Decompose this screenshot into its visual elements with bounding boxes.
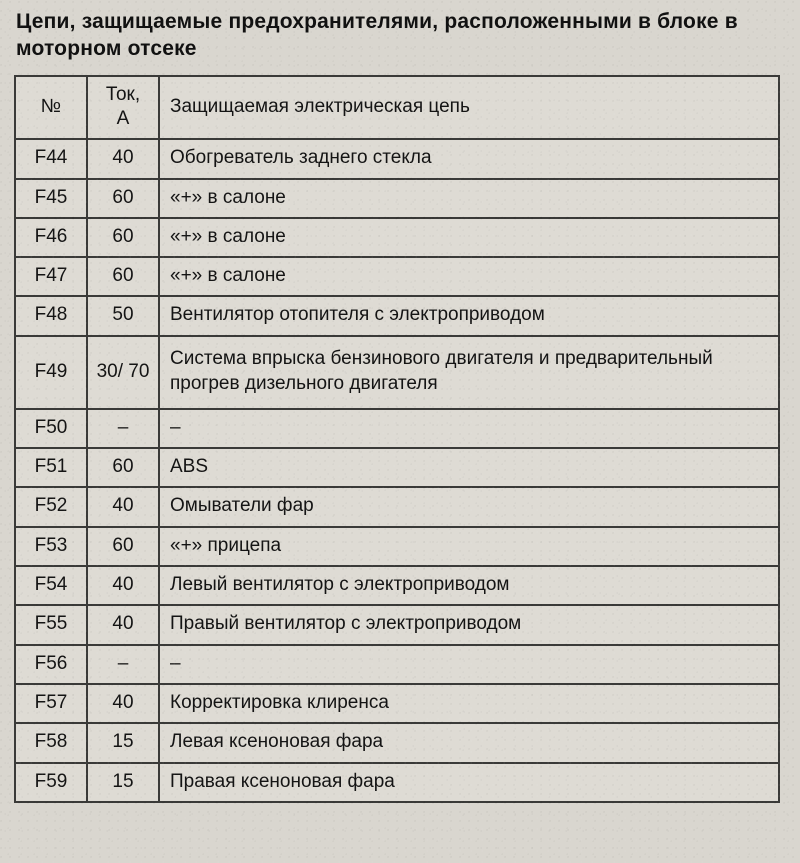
cell-current: 50: [87, 296, 159, 335]
cell-current: 40: [87, 684, 159, 723]
cell-current: 40: [87, 139, 159, 178]
table-row: [15, 723, 779, 762]
cell-circuit: Корректировка клиренса: [159, 684, 779, 723]
cell-current: 40: [87, 487, 159, 526]
cell-circuit: Обогреватель заднего стекла: [159, 139, 779, 178]
cell-circuit: «+» в салоне: [159, 257, 779, 296]
table-row: [15, 218, 779, 257]
cell-number: F52: [15, 487, 87, 526]
table-row: [15, 336, 779, 409]
cell-circuit: ABS: [159, 448, 779, 487]
cell-number: F48: [15, 296, 87, 335]
column-header-current: [87, 76, 159, 140]
cell-number: F45: [15, 179, 87, 218]
table-row: [15, 487, 779, 526]
page-title: Цепи, защищаемые предохранителями, расположенными в блоке в моторном отсеке: [16, 10, 738, 61]
cell-current: 60: [87, 527, 159, 566]
cell-number: F58: [15, 723, 87, 762]
table-row: [15, 296, 779, 335]
cell-circuit: –: [159, 409, 779, 448]
cell-circuit: Вентилятор отопителя с электроприводом: [159, 296, 779, 335]
table-row: [15, 566, 779, 605]
column-header-current-line1: Ток,: [105, 83, 141, 105]
table-body: [15, 139, 779, 802]
cell-circuit: Левый вентилятор с электроприводом: [159, 566, 779, 605]
cell-circuit: «+» в салоне: [159, 179, 779, 218]
cell-current: 60: [87, 179, 159, 218]
cell-number: F46: [15, 218, 87, 257]
cell-number: F51: [15, 448, 87, 487]
table-row: [15, 179, 779, 218]
table-row: [15, 605, 779, 644]
fuse-table: [14, 75, 780, 803]
table-row: [15, 139, 779, 178]
cell-circuit: Правый вентилятор с электроприводом: [159, 605, 779, 644]
cell-current: –: [87, 645, 159, 684]
cell-circuit: Омыватели фар: [159, 487, 779, 526]
cell-current: –: [87, 409, 159, 448]
cell-current: 60: [87, 218, 159, 257]
cell-number: F44: [15, 139, 87, 178]
cell-number: F50: [15, 409, 87, 448]
cell-current: 40: [87, 566, 159, 605]
table-row: [15, 684, 779, 723]
cell-current: 60: [87, 448, 159, 487]
cell-current: 40: [87, 605, 159, 644]
cell-current: 30/ 70: [87, 336, 159, 409]
cell-circuit: Правая ксеноновая фара: [159, 763, 779, 802]
column-header-current-line2: А: [116, 107, 130, 129]
cell-circuit: Система впрыска бензинового двигателя и предварительный прогрев дизельного двигателя: [159, 336, 779, 409]
table-header: [15, 76, 779, 140]
cell-number: F57: [15, 684, 87, 723]
table-row: [15, 409, 779, 448]
cell-number: F49: [15, 336, 87, 409]
table-row: [15, 527, 779, 566]
table-row: [15, 257, 779, 296]
table-header-row: [15, 76, 779, 140]
cell-number: F47: [15, 257, 87, 296]
cell-number: F55: [15, 605, 87, 644]
column-header-number: №: [15, 76, 87, 140]
table-row: [15, 448, 779, 487]
cell-number: F53: [15, 527, 87, 566]
cell-number: F56: [15, 645, 87, 684]
cell-circuit: Левая ксеноновая фара: [159, 723, 779, 762]
cell-number: F59: [15, 763, 87, 802]
column-header-circuit: Защищаемая электрическая цепь: [159, 76, 779, 140]
cell-current: 15: [87, 723, 159, 762]
cell-current: 60: [87, 257, 159, 296]
table-row: [15, 763, 779, 802]
cell-current: 15: [87, 763, 159, 802]
table-row: [15, 645, 779, 684]
cell-circuit: –: [159, 645, 779, 684]
cell-circuit: «+» прицепа: [159, 527, 779, 566]
cell-number: F54: [15, 566, 87, 605]
cell-circuit: «+» в салоне: [159, 218, 779, 257]
